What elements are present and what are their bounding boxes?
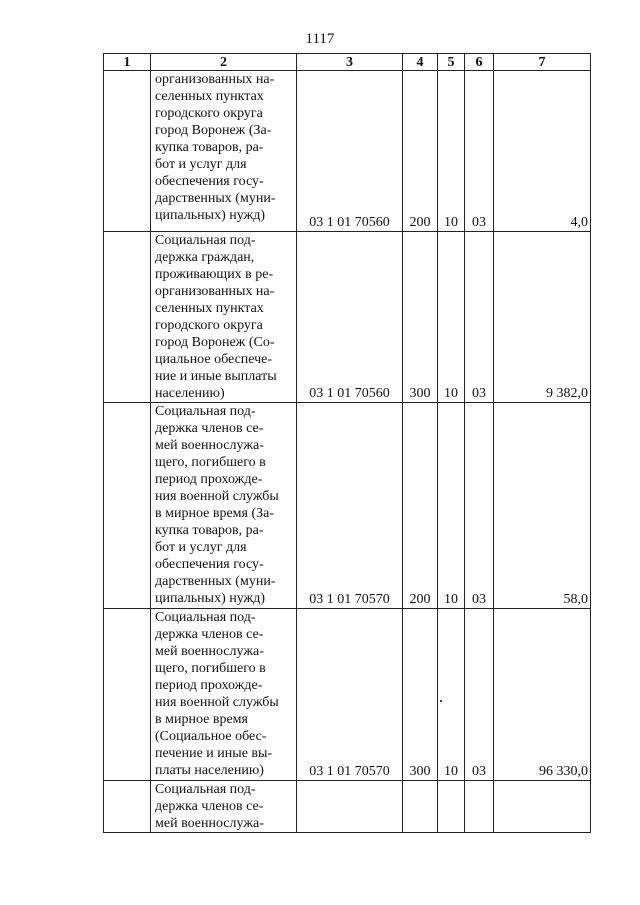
- expense-type-cell: 300: [403, 609, 438, 781]
- header-col-5: 5: [438, 54, 465, 71]
- section-cell: 10: [438, 609, 465, 781]
- row-number-cell: [104, 609, 151, 781]
- section-cell: 10: [438, 71, 465, 232]
- header-col-6: 6: [465, 54, 494, 71]
- amount-cell: [494, 781, 591, 833]
- subsection-cell: [465, 781, 494, 833]
- header-col-3: 3: [297, 54, 403, 71]
- header-col-1: 1: [104, 54, 151, 71]
- expense-type-cell: [403, 781, 438, 833]
- amount-cell: 96 330,0: [494, 609, 591, 781]
- item-name-cell: Социальная под- держка членов се- мей военнослужа-: [151, 781, 297, 833]
- table-row: [104, 609, 591, 781]
- target-code-cell: [297, 781, 403, 833]
- target-code-cell: 03 1 01 70570: [297, 609, 403, 781]
- budget-table: [103, 53, 591, 833]
- header-col-7: 7: [494, 54, 591, 71]
- table-row: [104, 403, 591, 609]
- item-name-cell: организованных на- селенных пунктах городского округа город Воронеж (За- купка товаров, ра- бот и услуг для обеспечения госу- дарственных (муни- ципальных) нужд): [151, 71, 297, 232]
- subsection-cell: 03: [465, 232, 494, 403]
- subsection-cell: 03: [465, 609, 494, 781]
- row-number-cell: [104, 403, 151, 609]
- header-row: [104, 54, 591, 71]
- subsection-cell: 03: [465, 403, 494, 609]
- target-code-cell: 03 1 01 70560: [297, 71, 403, 232]
- target-code-cell: 03 1 01 70570: [297, 403, 403, 609]
- row-number-cell: [104, 232, 151, 403]
- header-col-2: 2: [151, 54, 297, 71]
- section-cell: [438, 781, 465, 833]
- item-name-cell: Социальная под- держка членов се- мей военнослужа- щего, погибшего в период прохожде- ния военной службы в мирное время (Социальное обес- печение и иные вы- платы населению): [151, 609, 297, 781]
- expense-type-cell: 200: [403, 403, 438, 609]
- subsection-cell: 03: [465, 71, 494, 232]
- scan-speck: [440, 700, 442, 702]
- table-row: [104, 71, 591, 232]
- section-cell: 10: [438, 403, 465, 609]
- amount-cell: 4,0: [494, 71, 591, 232]
- row-number-cell: [104, 781, 151, 833]
- section-cell: 10: [438, 232, 465, 403]
- target-code-cell: 03 1 01 70560: [297, 232, 403, 403]
- amount-cell: 58,0: [494, 403, 591, 609]
- expense-type-cell: 300: [403, 232, 438, 403]
- item-name-cell: Социальная под- держка членов се- мей военнослужа- щего, погибшего в период прохожде- ния военной службы в мирное время (За- купка товаров, ра- бот и услуг для обеспечения госу- дарственных (муни- ципальных) нужд): [151, 403, 297, 609]
- table-row: [104, 781, 591, 833]
- header-col-4: 4: [403, 54, 438, 71]
- page-number: 1117: [305, 31, 335, 47]
- table-row: [104, 232, 591, 403]
- expense-type-cell: 200: [403, 71, 438, 232]
- item-name-cell: Социальная под- держка граждан, проживающих в ре- организованных на- селенных пунктах городского округа город Воронеж (Со- циальное обеспече- ние и иные выплаты населению): [151, 232, 297, 403]
- row-number-cell: [104, 71, 151, 232]
- amount-cell: 9 382,0: [494, 232, 591, 403]
